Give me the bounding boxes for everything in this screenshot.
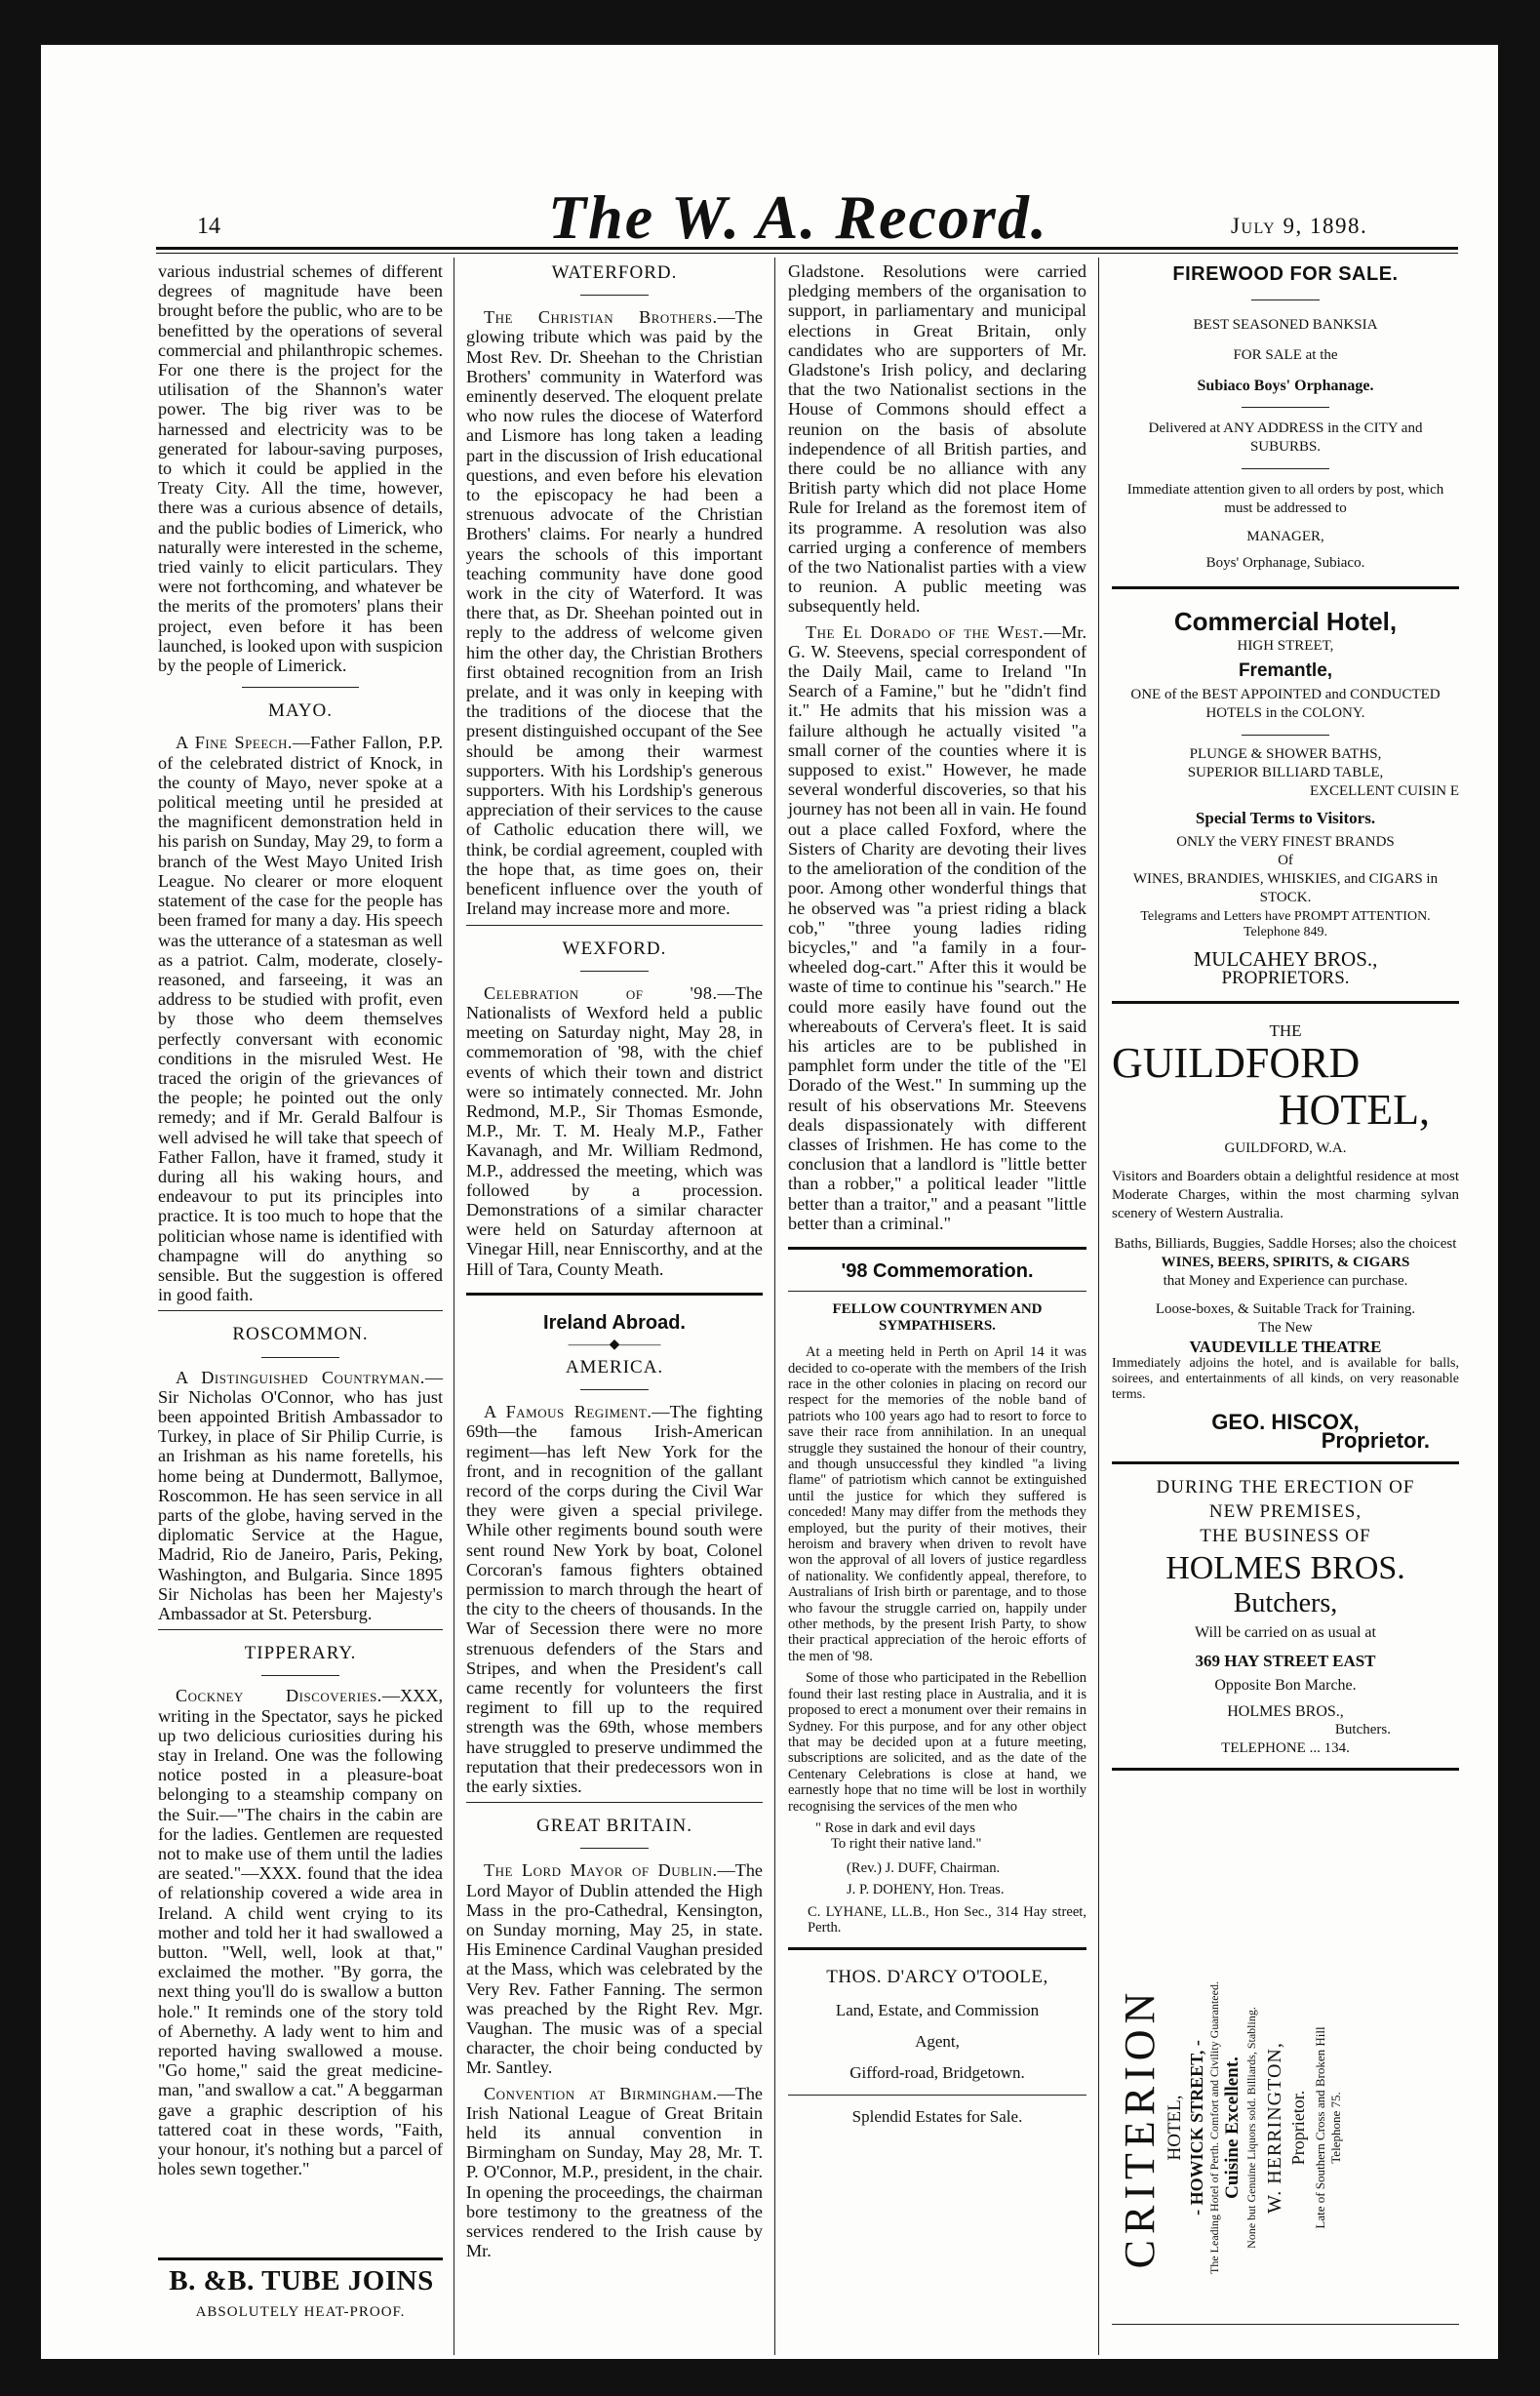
divider-thick	[1112, 586, 1459, 589]
column-3	[788, 261, 1086, 2127]
ad-tube-joins-sub: ABSOLUTELY HEAT-PROOF.	[195, 2304, 406, 2320]
lead-wexford: Celebration of '98.	[484, 982, 718, 1003]
criterion-line: Telephone 75.	[1328, 2092, 1343, 2164]
issue-date: July 9, 1898.	[1231, 214, 1368, 238]
otoole-line: Land, Estate, and Commission	[835, 2001, 1040, 2020]
ad-tube-joins-title: B. &B. TUBE JOINS	[169, 2265, 434, 2296]
ad-guildford-line: WINES, BEERS, SPIRITS, & CIGARS	[1161, 1255, 1410, 1270]
criterion-title: CRITERION	[1116, 1986, 1164, 2269]
divider-thick	[1112, 1001, 1459, 1004]
column-4	[1112, 261, 1459, 1771]
divider	[1242, 468, 1329, 469]
commemoration-paragraph-1: At a meeting held in Perth on April 14 it was decided to co-operate with the members of the Irish race in the other colonies in placing on record our respect for the memories of the noble band of patriots who 100 years ago had to resort to force to save their race from annihilation. In an unequal struggle they sustained the honour of their country, and though unsuccessful they kindled "a living flame" of patriotism which cannot be extinguished until the justice for which they suffered is conceded! Many may differ from the methods they employed, but the purity of their motives, their heroism and bravery when driven to revolt have won the approval of all lovers of justice regardless of nationality. We confidently appeal, therefore, to Australians of Irish birth or parentage, and to those who favour the struggle carried on, happily under other methods, by the present Irish Party, to show their practical appreciation of the heroic efforts of the men of '98.	[788, 1344, 1086, 1664]
ad-guildford-line: Proprietor.	[1321, 1428, 1430, 1453]
commemoration-paragraph-2: Some of those who participated in the Rebellion found their last resting place in Australia, and it is proposed to erect a monument over their remains in Sydney. For this purpose, and for any other object that may be decided upon at a future meeting, subscriptions are solicited, and as the date of the Centenary Celebrations is close at hand, we earnestly hope that no time will be lost in worthily recognising the services of the men who	[788, 1670, 1086, 1815]
lead-waterford: The Christian Brothers.	[484, 307, 718, 328]
ad-commercial-line: ONE of the BEST APPOINTED and CONDUCTED HOTELS in the COLONY.	[1130, 687, 1441, 721]
ad-firewood-line: Subiaco Boys' Orphanage.	[1197, 378, 1374, 394]
divider	[580, 1389, 649, 1390]
divider	[466, 1802, 763, 1803]
lead-tipperary: Cockney Discoveries.	[176, 1686, 382, 1706]
heading-great-britain: GREAT BRITAIN.	[536, 1816, 692, 1837]
masthead-rule	[156, 247, 1458, 250]
criterion-line: - HOWICK STREET, -	[1187, 2040, 1206, 2216]
divider	[580, 295, 649, 296]
limerick-paragraph: various industrial schemes of different degrees of magnitude have been brought before the public, who are to be benefitted by the operations of several commercial and philanthropic schemes. For one there is the project for the utilisation of the Shannon's water power. The big river was to be harnessed and electricity was to be generated for labour-saving purposes, to which it could be applied in the Treaty City. All the time, however, there was a curious absence of details, and the public bodies of Limerick, who naturally were interested in the scheme, tried vainly to elicit particulars. They were not forthcoming, and whatever be the merits of the promoters' plans their project, even before it has been launched, is looked upon with suspicion by the people of Limerick.	[158, 261, 443, 676]
body-roscommon: —Sir Nicholas O'Connor, who has just been appointed British Ambassador to Turkey, in place of Sir Philip Currie, is an Irishman as his name foretells, his home being at Dundermott, Ballymoe, Roscommon. He has seen service in all parts of the globe, having served in the diplomatic Service at the Hague, Madrid, Rio de Janeiro, Paris, Peking, Washington, and Bulgaria. Since 1895 Sir Nicholas has been her Majesty's Ambassador at St. Petersburg.	[158, 1367, 443, 1623]
heading-waterford: WATERFORD.	[551, 262, 678, 283]
ad-guildford-line: Immediately adjoins the hotel, and is available for balls, soirees, and entertainments of all kinds, on very reasonable terms.	[1112, 1356, 1459, 1402]
ad-commercial-line: Telegrams and Letters have PROMPT ATTENTION. Telephone 849.	[1140, 909, 1431, 939]
ad-holmes-line: THE BUSINESS OF	[1200, 1526, 1371, 1546]
commemoration-salutation: FELLOW COUNTRYMEN AND SYMPATHISERS.	[832, 1301, 1043, 1335]
ad-guildford-line: GEO. HISCOX,	[1211, 1410, 1360, 1434]
heading-roscommon: ROSCOMMON.	[232, 1324, 369, 1345]
ad-commercial-line: Of	[1278, 853, 1293, 868]
ad-holmes-name: HOLMES BROS.	[1165, 1550, 1405, 1586]
ad-guildford-the: THE	[1269, 1021, 1302, 1040]
ad-firewood-title: FIREWOOD FOR SALE.	[1172, 263, 1399, 285]
otoole-name: THOS. D'ARCY O'TOOLE,	[826, 1967, 1048, 1988]
body-america: —The fighting 69th—the famous Irish-American regiment—has left New York for the front, and in recognition of the gallant record of the corps during the Civil War they were given a special privilege. While other regiments bound south were sent round New York by boat, Colonel Corcoran's famous fighters obtained permission to march through the heart of the city to the cheers of thousands. In the War of Secession there were no more strenuous defenders of the Stars and Stripes, and when the President's call came recently for volunteers the first regiment to fill up to the required strength was the 69th, whose members have struggled to preserve undimmed the reputation that their predecessors won in the early sixties.	[466, 1402, 763, 1797]
ad-commercial-line: PROPRIETORS.	[1221, 968, 1350, 988]
ad-firewood-line: MANAGER,	[1246, 529, 1324, 544]
ad-commercial-line: WINES, BRANDIES, WHISKIES, and CIGARS in STOCK.	[1132, 871, 1439, 905]
divider	[261, 1357, 339, 1358]
ad-firewood-line: BEST SEASONED BANKSIA	[1193, 317, 1378, 333]
divider	[788, 1291, 1086, 1292]
ad-commercial-line: EXCELLENT CUISIN E	[1309, 783, 1459, 799]
signature-secretary: C. LYHANE, LL.B., Hon Sec., 314 Hay street, Perth.	[808, 1903, 1086, 1936]
heading-tipperary: TIPPERARY.	[244, 1643, 357, 1664]
criterion-line: Late of Southern Cross and Broken Hill	[1313, 2026, 1327, 2229]
ad-commercial-line: Special Terms to Visitors.	[1195, 809, 1376, 827]
criterion-line: W. HERRINGTON,	[1264, 2042, 1285, 2214]
article-birmingham	[466, 2084, 763, 2261]
signature-chairman: (Rev.) J. DUFF, Chairman.	[847, 1859, 1001, 1876]
ad-guildford-name: HOTEL,	[1278, 1086, 1430, 1134]
heading-ireland-abroad: Ireland Abroad.	[543, 1311, 686, 1334]
criterion-line: HOTEL,	[1165, 2095, 1185, 2161]
body-waterford: —The glowing tribute which was paid by the Most Rev. Dr. Sheehan to the Christian Brothers' community in Waterford was eminently deserved. The eloquent prelate who now rules the diocese of Waterford and Lismore has long taken a leading part in the discussion of Irish educational questions, and even before his elevation to the episcopacy he had been a strenuous advocate of the Christian Brothers' claims. For nearly a hundred years the schools of this important teaching community have done good work in the city of Waterford. It was there that, as Dr. Sheehan pointed out in reply to the address of welcome given him the other day, the Christian Brothers first obtained recognition from an Irish prelate, and it was only in keeping with the traditions of the diocese that the present distinguished occupant of the See should be among their warmest supporters. With his Lordship's generous supporters. With his Lordship's generous appreciation of their services to the cause of Catholic education there will, we think, be cordial agreement, coupled with the hope that, as time goes on, their beneficent influence over the youth of Ireland may increase more and more.	[466, 307, 763, 919]
lead-el-dorado: The El Dorado of the West.	[806, 621, 1045, 642]
heading-america: AMERICA.	[565, 1356, 664, 1378]
ad-holmes-line: NEW PREMISES,	[1208, 1501, 1362, 1522]
article-america	[466, 1402, 763, 1796]
divider-thick	[1112, 1461, 1459, 1464]
article-el-dorado	[788, 622, 1086, 1233]
page-number: 14	[197, 214, 220, 239]
masthead-rule-thin	[156, 253, 1458, 254]
heading-commemoration: '98 Commemoration.	[841, 1259, 1034, 1282]
ad-guildford-line: Visitors and Boarders obtain a delightful residence at most Moderate Charges, within the most charming sylvan scenery of Western Australia.	[1112, 1169, 1459, 1221]
bottom-rule	[1112, 2324, 1459, 2325]
ad-guildford-line: that Money and Experience can purchase.	[1163, 1273, 1408, 1289]
article-tipperary	[158, 1686, 443, 2178]
ad-commercial-hotel-title: Commercial Hotel,	[1173, 607, 1398, 636]
divider	[466, 925, 763, 926]
commemoration-quote-1: " Rose in dark and evil days	[815, 1819, 976, 1836]
divider	[580, 971, 649, 972]
ad-holmes-line: TELEPHONE ... 134.	[1221, 1740, 1350, 1756]
otoole-line: Splendid Estates for Sale.	[851, 2107, 1023, 2127]
signature-treasurer: J. P. DOHENY, Hon. Treas.	[847, 1882, 1005, 1898]
body-lord-mayor: —The Lord Mayor of Dublin attended the High Mass in the pro-Cathedral, Kensington, on Sunday morning, May 25, in state. His Eminence Cardinal Vaughan presided at the Mass, which was celebrated by the Very Rev. Father Fanning. The sermon was preached by the Right Rev. Mgr. Vaughan. The music was of a special character, the choir being conducted by Mr. Santley.	[466, 1860, 763, 2078]
article-lord-mayor	[466, 1860, 763, 2077]
heading-mayo: MAYO.	[267, 700, 334, 722]
commemoration-quote-2: To right their native land."	[831, 1836, 982, 1853]
ad-holmes-line: Butchers.	[1334, 1722, 1391, 1737]
ad-rule	[158, 2257, 443, 2260]
divider	[580, 1848, 649, 1849]
ad-guildford-line: GUILDFORD, W.A.	[1224, 1140, 1347, 1156]
body-mayo: —Father Fallon, P.P. of the celebrated district of Knock, in the county of Mayo, never spoke at a political meeting until he presided at the magnificent demonstration held in his parish on Sunday, May 29, to form a branch of the West Mayo United Irish League. No clearer or more eloquent statement of the case for the people has been framed for many a day. His speech was the utterance of a statesman as well as a patriot. Calm, moderate, closely-reasoned, and farseeing, it was an address to be studied with profit, even by those who deem themselves perfectly conversant with economic conditions in the misruled West. He traced the origin of the grievances of the people; he pointed out the only remedy; and if Mr. Gerald Balfour is well advised he will take that speech of Father Fallon, have it framed, study it during all his waking hours, and endeavour to put its principles into practice. It is too much to hope that the politician whose name is identified with champagne will do anything so sensible. But the suggestion is offered in good faith.	[158, 733, 443, 1305]
criterion-line: Cuisine Excellent.	[1222, 2057, 1243, 2199]
ad-commercial-line: SUPERIOR BILLIARD TABLE,	[1187, 765, 1384, 780]
ad-guildford-line: Baths, Billiards, Buggies, Saddle Horses; also the choicest	[1114, 1236, 1457, 1252]
divider-thick	[1112, 1768, 1459, 1771]
ad-commercial-line: ONLY the VERY FINEST BRANDS	[1176, 834, 1395, 850]
ad-firewood-line: FOR SALE at the	[1233, 347, 1338, 363]
ad-guildford-line: VAUDEVILLE THEATRE	[1189, 1338, 1382, 1356]
ornament-divider: ―――◆―――	[568, 1337, 661, 1352]
divider	[242, 687, 359, 688]
ad-commercial-line: MULCAHEY BROS.,	[1193, 947, 1378, 971]
ad-holmes-line: Butchers,	[1233, 1588, 1338, 1618]
ad-holmes-line: Will be carried on as usual at	[1195, 1624, 1376, 1641]
divider	[788, 2095, 1086, 2096]
body-el-dorado: —Mr. G. W. Steevens, special correspondent of the Daily Mail, came to Ireland "In Search of a Famine," but he "didn't find it." He admits that his mission was a failure although he actually visited "a small corner of the counties where it is supposed to exist." However, he made several wonderful discoveries, so that his journey has not been all in vain. He found out a place called Foxford, where the Sisters of Charity are devoting their lives to the amelioration of the condition of the poor. Among other wonderful things that he observed was "a priest riding a black cob," "three young ladies riding bicycles," and "a family in a four-wheeled dog-cart." After this it would be waste of time to continue his "search." He could more easily have found out the whereabouts of Cervera's fleet. It is said his articles are to be published in pamphlet form under the title of the "El Dorado of the West." In summing up the result of his observations Mr. Steevens deals dispassionately with different classes of Irishmen. He has come to the conclusion that a landlord is "little better than a robber," a political leader "little better than a traitor," and a peasant "little better than a criminal."	[788, 621, 1086, 1233]
ad-firewood-line: Immediate attention given to all orders by post, which must be addressed to	[1126, 482, 1444, 516]
criterion-line: The Leading Hotel of Perth. Comfort and Civility Guaranteed.	[1207, 1981, 1221, 2274]
divider-thick	[466, 1293, 763, 1296]
masthead-title: The W. A. Record.	[548, 182, 1048, 252]
ad-firewood-line: Delivered at ANY ADDRESS in the CITY and SUBURBS.	[1148, 420, 1423, 455]
article-mayo	[158, 733, 443, 1304]
lead-mayo: A Fine Speech.	[176, 733, 293, 753]
article-gladstone: Gladstone. Resolutions were carried pledging members of the organisation to support, in parliamentary and municipal elections in Great Britain, only candidates who are supporters of Mr. Gladstone's Irish policy, and declaring that the two Nationalist sections in the House of Commons should effect a reunion on the basis of absolute independence of all British parties, and there could be no alliance with any British party which did not place Home Rule for Ireland as the foremost item of its programme. A resolution was also carried urging a conference of members of the two Nationalist parties with a view to reunion. A public meeting was subsequently held.	[788, 261, 1086, 617]
ad-guildford-line: Loose-boxes, & Suitable Track for Training.	[1155, 1301, 1416, 1317]
column-divider	[774, 258, 775, 2355]
divider	[158, 1629, 443, 1630]
ad-guildford-name: GUILDFORD	[1112, 1039, 1361, 1087]
otoole-line: Gifford-road, Bridgetown.	[849, 2063, 1025, 2083]
divider	[1242, 407, 1329, 408]
divider-thick	[788, 1247, 1086, 1250]
divider	[158, 1310, 443, 1311]
column-2	[466, 261, 763, 2266]
ad-firewood-line: Boys' Orphanage, Subiaco.	[1205, 555, 1365, 571]
ad-guildford-line: The New	[1258, 1320, 1313, 1336]
ad-holmes-line: DURING THE ERECTION OF	[1156, 1477, 1415, 1498]
ad-criterion	[1112, 1939, 1459, 2316]
ad-commercial-line: Fremantle,	[1238, 660, 1333, 681]
criterion-rotated	[1112, 1939, 1459, 2316]
divider-thick	[788, 1947, 1086, 1950]
criterion-line: Proprietor.	[1288, 2090, 1308, 2166]
ad-otoole	[788, 1968, 1086, 2127]
ad-holmes-line: HOLMES BROS.,	[1227, 1703, 1344, 1720]
divider	[261, 1675, 339, 1676]
column-1	[158, 261, 443, 2184]
commemoration-body	[788, 1344, 1086, 1936]
body-tipperary: —XXX, writing in the Spectator, says he picked up two delicious curiosities during his stay in Ireland. One was the following notice posted in a pleasure-boat belonging to a steamship company on the Suir.—"The chairs in the cabin are for the ladies. Gentlemen are requested not to make use of them until the ladies are seated."—XXX. found that the idea of relationship covered a wide area in Ireland. A child went crying to its mother and told her it had swallowed a button. "Well, well, look at that," exclaimed the mother. "By gorra, the next thing you'll do is swallow a button hole." It reminds one of the story told of Abernethy. A lady went to him and reported having swallowed a mouse. "Go home," said the great medicine-man, "and swallow a cat." A beggarman gave a graphic description of his tattered coat in these words, "Faith, your honour, it's nothing but a parcel of holes sewn together."	[158, 1686, 443, 2179]
ad-holmes-line: 369 HAY STREET EAST	[1195, 1652, 1376, 1670]
article-wexford	[466, 983, 763, 1279]
ad-holmes-line: Opposite Bon Marche.	[1214, 1677, 1357, 1694]
ad-commercial-line: HIGH STREET,	[1237, 638, 1334, 654]
body-wexford: —The Nationalists of Wexford held a public meeting on Saturday night, May 28, in commemoration of '98, with the chief events of which their town and district were so intimately connected. Mr. John Redmond, M.P., Sir Thomas Esmonde, M.P., Mr. T. M. Healy M.P., Father Kavanagh, and Mr. William Redmond, M.P., addressed the meeting, which was followed by a procession. Demonstrations of a similar character were held on Saturday afternoon at Vinegar Hill, near Enniscorthy, and at the Hill of Tara, County Meath.	[466, 982, 763, 1279]
lead-america: A Famous Regiment.	[484, 1402, 652, 1422]
otoole-line: Agent,	[915, 2032, 960, 2052]
criterion-line: None but Genuine Liquors sold. Billiards, Stabling.	[1244, 2007, 1258, 2249]
lead-birmingham: Convention at Birmingham.	[484, 2083, 718, 2103]
column-divider	[1098, 258, 1099, 2355]
article-waterford	[466, 307, 763, 918]
newspaper-page	[41, 45, 1498, 2359]
lead-lord-mayor: The Lord Mayor of Dublin.	[484, 1860, 718, 1881]
heading-wexford: WEXFORD.	[562, 938, 667, 959]
lead-roscommon: A Distinguished Countryman.	[176, 1367, 425, 1387]
body-birmingham: —The Irish National League of Great Britain held its annual convention in Birmingham on Sunday, May 28, Mr. T. P. O'Connor, M.P., president, in the chair. In opening the proceedings, the chairman bore testimony to the greatness of the services rendered to the Irish cause by Mr.	[466, 2083, 763, 2261]
article-roscommon	[158, 1368, 443, 1624]
ad-commercial-line: PLUNGE & SHOWER BATHS,	[1189, 746, 1382, 762]
divider	[1242, 735, 1329, 736]
